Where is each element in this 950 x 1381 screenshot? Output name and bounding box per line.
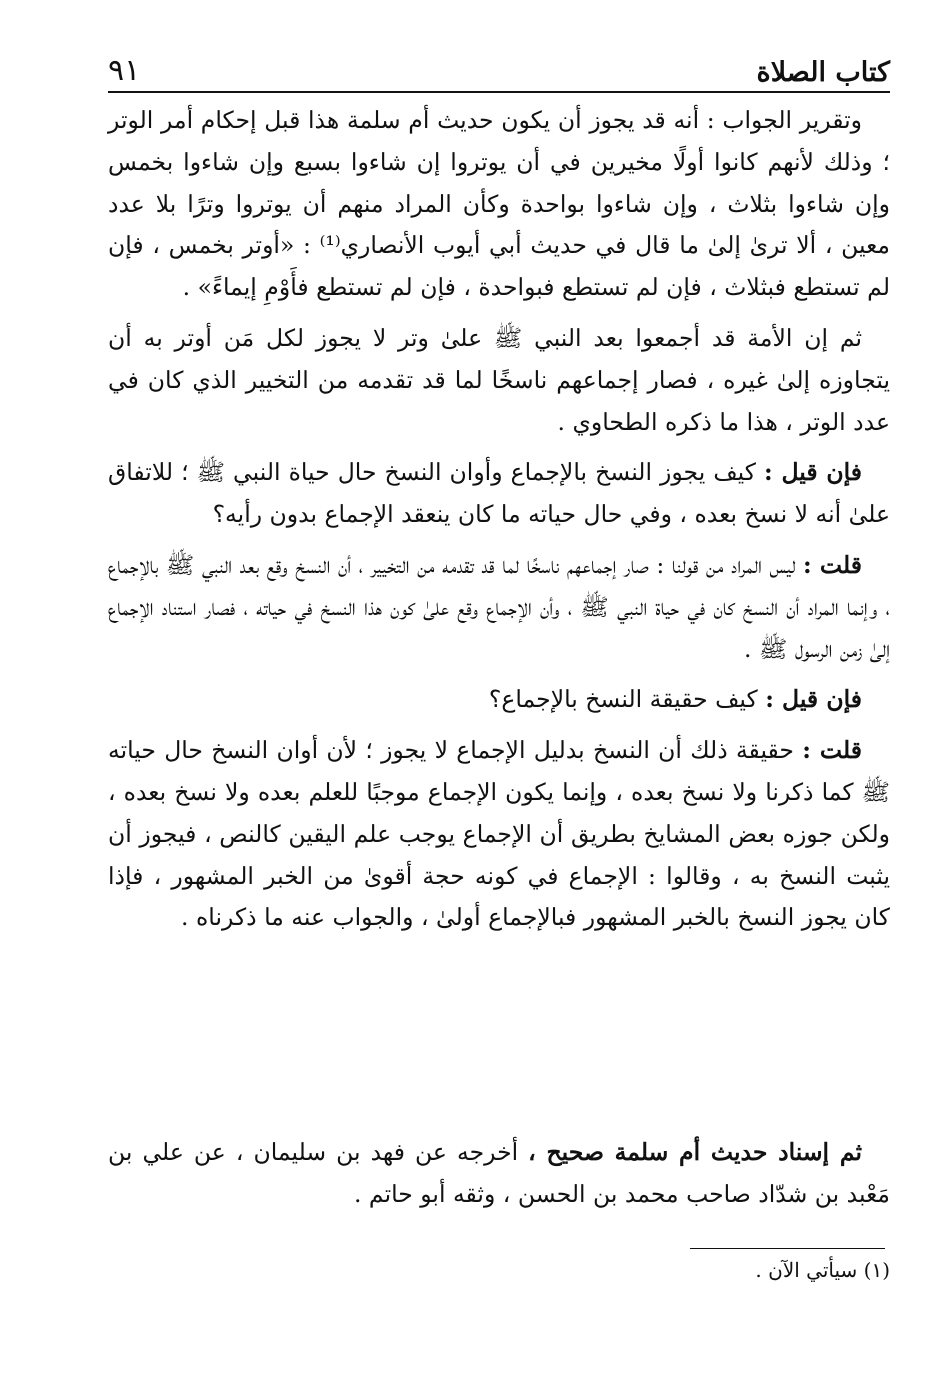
page-number: ٩١ (108, 53, 141, 88)
paragraph: فإن قيل : كيف يجوز النسخ بالإجماع وأوان النسخ حال حياة النبي ﷺ ؛ للاتفاق علىٰ أنه لا نسخ بعده ، وفي حال حياته ما كان ينعقد الإجماع بدون رأيه؟ (108, 458, 890, 529)
paragraph-lead: فإن قيل : (764, 458, 863, 487)
footnote: (١) سيأتي الآن . (755, 1258, 890, 1282)
paragraph: ثم إسناد حديث أم سلمة صحيح ، أخرجه عن فهد بن سليمان ، عن علي بن مَعْبد بن شدّاد صاحب محمد بن الحسن ، وثقه أبو حاتم . (108, 1138, 890, 1208)
paragraph-lead: فإن قيل : (765, 685, 862, 714)
paragraph-lead: قلت : (802, 736, 862, 765)
paragraph: ثم إن الأمة قد أجمعوا بعد النبي ﷺ علىٰ وتر لا يجوز لكل مَن أوتر به أن يتجاوزه إلىٰ غيره ، فصار إجماعهم ناسخًا لما قد تقدمه من التخيير الذي كان في عدد الوتر ، هذا ما ذكره الطحاوي . (108, 323, 890, 436)
paragraph-lead: قلت : (802, 550, 862, 579)
footnote-rule (690, 1248, 885, 1249)
paragraph: قلت : ليس المراد من قولنا : صار إجماعهم ناسخًا لما قد تقدمه من التخيير ، أن النسخ وقع بعد النبي ﷺ بالإجماع ، وإنما المراد أن النسخ كان في حياة النبي ﷺ ، وأن الإجماع وقع علىٰ كون هذا النسخ في حياته ، فصار استناد الإجماع إلىٰ زمن الرسول ﷺ . (108, 550, 890, 663)
header-rule (108, 91, 890, 93)
page-header (108, 28, 890, 88)
main-text-end (108, 1132, 890, 1225)
paragraph: وتقرير الجواب : أنه قد يجوز أن يكون حديث أم سلمة هذا قبل إحكام أمر الوتر ؛ وذلك لأنهم كانوا أولًا مخيرين في أن يوتروا إن شاءوا بسبع وإن شاءوا بخمس وإن شاءوا بثلاث ، وإن شاءوا بواحدة وكأن المراد منهم أن يوتروا وترًا بلا عدد معين ، ألا ترىٰ إلىٰ ما قال في حديث أبي أيوب الأنصاري⁽¹⁾ : «أوتر بخمس ، فإن لم تستطع فبثلاث ، فإن لم تستطع فبواحدة ، فإن لم تستطع فأَوْمِ إيماءً» . (108, 106, 891, 302)
paragraph-lead: ثم إسناد حديث أم سلمة صحيح ، (528, 1138, 863, 1166)
chapter-title: كتاب الصلاة (756, 57, 890, 88)
paragraph: فإن قيل : كيف حقيقة النسخ بالإجماع؟ (488, 685, 862, 714)
main-text (108, 100, 890, 948)
paragraph: قلت : حقيقة ذلك أن النسخ بدليل الإجماع لا يجوز ؛ لأن أوان النسخ حال حياته ﷺ كما ذكرنا ولا نسخ بعده ، وإنما يكون الإجماع موجبًا للعلم بعده ولا نسخ بعده ، ولكن جوزه بعض المشايخ بطريق أن الإجماع يوجب علم اليقين كالنص ، فيجوز أن يثبت النسخ به ، وقالوا : الإجماع في كونه حجة أقوىٰ من الخبر المشهور ، فإذا كان يجوز النسخ بالخبر المشهور فبالإجماع أولىٰ ، والجواب عنه ما ذكرناه . (108, 736, 890, 932)
